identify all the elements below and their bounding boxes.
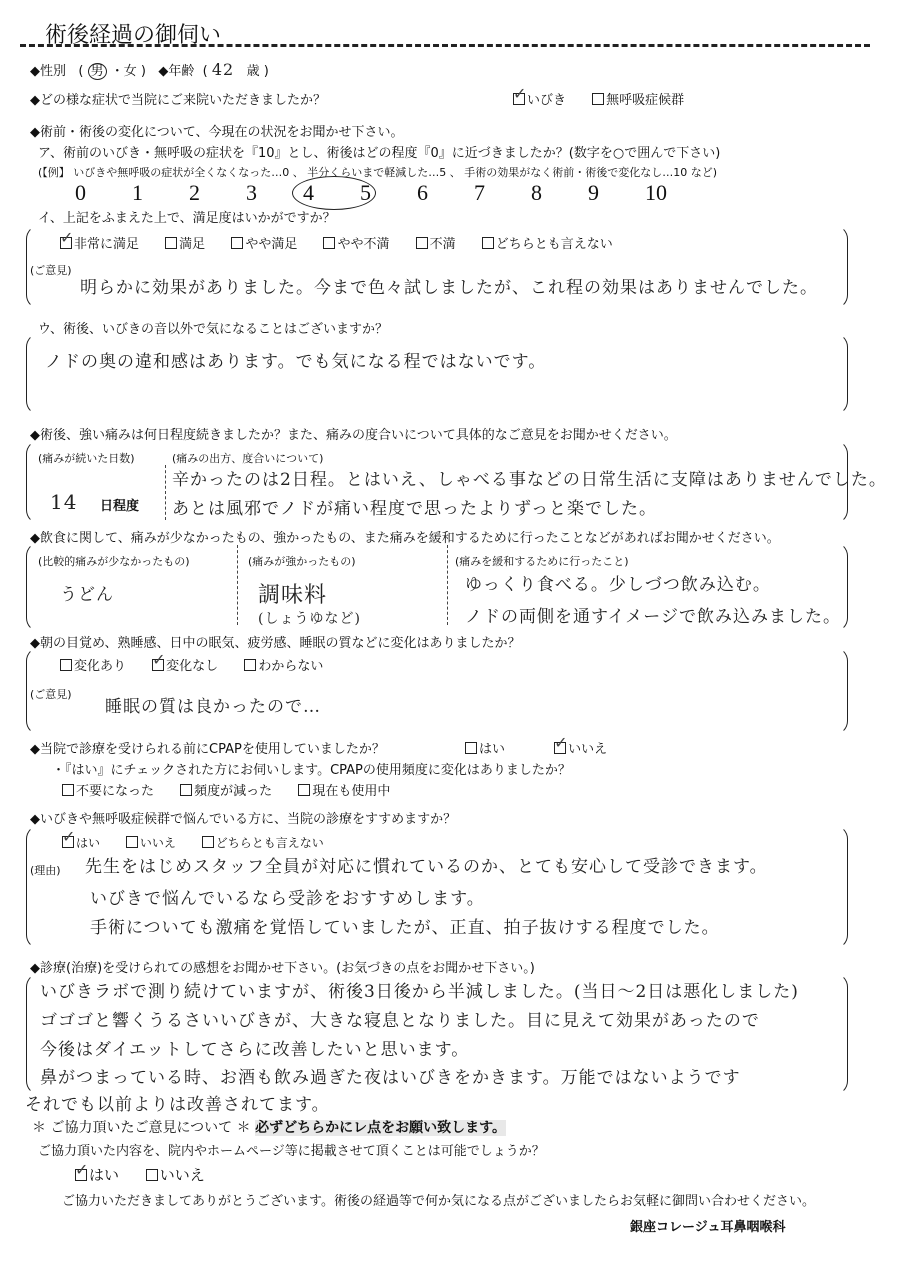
scale-number-0[interactable]: 0 xyxy=(75,180,86,205)
impression-line[interactable]: ゴゴゴと響くうるさいいびきが、大きな寝息となりました。目に見えて効果があったので xyxy=(40,1011,760,1031)
profile-row: ◆性別 ( 男 ・女 ) ◆年齢 ( 42 歳 ) xyxy=(30,60,269,79)
days-value[interactable]: 14 xyxy=(50,490,78,514)
checkbox-dissatisfied[interactable]: 不満 xyxy=(416,237,456,252)
checkbox-cpap-yes[interactable]: はい xyxy=(465,742,505,757)
consent-notice: 必ずどちらかにレ点をお願い致します。 xyxy=(255,1120,506,1136)
pain-detail-line[interactable]: あとは風邪でノドが痛い程度で思ったよりずっと楽でした。 xyxy=(172,499,657,519)
sex-option-female[interactable]: 女 xyxy=(123,64,137,79)
days-label: (痛みが続いた日数) xyxy=(38,452,135,465)
opinion-answer[interactable]: 明らかに効果がありました。今まで色々試しましたが、これ程の効果はありませんでした。 xyxy=(80,278,818,298)
scale-number-3[interactable]: 3 xyxy=(246,180,257,205)
reason-line[interactable]: いびきで悩んでいるなら受診をおすすめします。 xyxy=(90,889,485,909)
recommend-question: ◆いびきや無呼吸症候群で悩んでいる方に、当院の診療をすすめますか？ xyxy=(30,812,457,827)
days-unit: 日程度 xyxy=(100,499,140,514)
checkbox-apnea[interactable]: 無呼吸症候群 xyxy=(592,93,684,108)
sex-option-male[interactable]: 男 xyxy=(88,63,107,80)
less-pain-label: (比較的痛みが少なかったもの) xyxy=(38,555,190,568)
thanks-text: ご協力いただきましてありがとうございます。術後の経過等で何か気になる点がございましたらお気軽に御問い合わせください。 xyxy=(62,1194,815,1209)
checkbox-recommend-yes[interactable]: ✓はい xyxy=(62,836,100,850)
less-pain-value[interactable]: うどん xyxy=(60,585,114,605)
divider xyxy=(20,44,870,47)
consent-question: ご協力頂いた内容を、院内やホームページ等に掲載させて頂くことは可能でしょうか？ xyxy=(38,1144,545,1159)
impression-line[interactable]: 今後はダイエットしてさらに改善したいと思います。 xyxy=(40,1040,470,1060)
pain-question: ◆術後、強い痛みは何日程度続きましたか？また、痛みの度合いについて具体的なご意見をお聞かせください。 xyxy=(30,428,677,443)
strong-pain-label: (痛みが強かったもの) xyxy=(248,555,356,568)
checkbox-changed[interactable]: 変化あり xyxy=(60,659,126,674)
impression-line[interactable]: 鼻がつまっている時、お酒も飲み過ぎた夜はいびきをかきます。万能ではないようです xyxy=(40,1068,741,1088)
impression-question: ◆診療(治療)を受けられての感想をお聞かせ下さい。(お気づきの点をお聞かせ下さい。) xyxy=(30,961,535,976)
satisfaction-options xyxy=(60,233,635,252)
cpap-followup: ・『はい』にチェックされた方にお伺いします。CPAPの使用頻度に変化はありましたか？ xyxy=(52,763,571,778)
impression-line[interactable]: それでも以前よりは改善されてます。 xyxy=(25,1095,330,1115)
checkbox-somewhat-satisfied[interactable]: やや満足 xyxy=(231,237,297,252)
page-title: 術後経過の御伺い xyxy=(45,23,222,48)
relief-line[interactable]: ノドの両側を通すイメージで飲み込みました。 xyxy=(465,607,841,627)
strong-pain-value[interactable]: 調味料 xyxy=(258,583,328,608)
age-value[interactable]: 42 xyxy=(211,60,235,79)
impression-line[interactable]: いびきラボで測り続けていますが、術後3日後から半減しました。(当日〜2日は悪化しました) xyxy=(40,982,799,1002)
question-a: ア、術前のいびき・無呼吸の症状を『10』とし、術後はどの程度『0』に近づきましたか？(数字を○で囲んで下さい) xyxy=(38,146,721,161)
pain-detail-label: (痛みの出方、度合いについて) xyxy=(172,452,324,465)
sleep-opinion[interactable]: 睡眠の質は良かったので… xyxy=(105,697,321,717)
food-question: ◆飲食に関して、痛みが少なかったもの、強かったもの、また痛みを緩和するために行ったことなどがあればお聞かせください。 xyxy=(30,531,780,546)
checkbox-recommend-no[interactable]: いいえ xyxy=(126,836,176,850)
relief-line[interactable]: ゆっくり食べる。少しづつ飲み込む。 xyxy=(465,575,771,595)
scale-number-2[interactable]: 2 xyxy=(189,180,200,205)
checkbox-satisfied[interactable]: 満足 xyxy=(165,237,205,252)
divider xyxy=(447,545,448,625)
checkbox-cpap-no[interactable]: ✓ いいえ xyxy=(554,742,607,757)
checkbox-very-satisfied[interactable]: ✓非常に満足 xyxy=(60,237,139,252)
divider xyxy=(237,545,238,625)
symptoms-options xyxy=(513,89,706,108)
cpap-question: ◆当院で診療を受けられる前にCPAPを使用していましたか？ xyxy=(30,742,385,757)
relief-label: (痛みを緩和するために行ったこと) xyxy=(455,555,629,568)
question-i: イ、上記をふまえた上で、満足度はいかがですか？ xyxy=(38,211,336,226)
cpap-options xyxy=(465,738,629,757)
age-unit: 歳 xyxy=(246,64,260,79)
checkbox-consent-yes[interactable]: ✓はい xyxy=(75,1166,119,1184)
age-label: ◆年齢 xyxy=(158,64,195,79)
change-header: ◆術前・術後の変化について、今現在の状況をお聞かせ下さい。 xyxy=(30,125,404,140)
scale-number-1[interactable]: 1 xyxy=(132,180,143,205)
divider xyxy=(165,465,166,520)
checkbox-still-using[interactable]: 現在も使用中 xyxy=(298,784,390,799)
u-answer[interactable]: ノドの奥の違和感はあります。でも気になる程ではないです。 xyxy=(45,352,547,372)
symptoms-question: ◆どの様な症状で当院にご来院いただきましたか？ xyxy=(30,93,326,108)
circled-answer xyxy=(292,176,376,210)
scale-number-4[interactable]: 4 xyxy=(303,180,314,205)
pain-detail-line[interactable]: 辛かったのは2日程。とはいえ、しゃべる事などの日常生活に支障はありませんでした。 xyxy=(172,470,887,490)
scale-number-10[interactable]: 10 xyxy=(645,180,667,205)
opinion-label: (ご意見) xyxy=(30,264,72,277)
consent-heading: ＊ ご協力頂いたご意見について ＊ 必ずどちらかにレ点をお願い致します。 xyxy=(32,1120,506,1136)
reason-line[interactable]: 先生をはじめスタッフ全員が対応に慣れているのか、とても安心して受診できます。 xyxy=(85,857,768,877)
sleep-options xyxy=(60,655,345,674)
scale-number-5[interactable]: 5 xyxy=(360,180,371,205)
cpap-followup-options xyxy=(62,780,412,799)
checkbox-recommend-neither[interactable]: どちらとも言えない xyxy=(202,836,324,850)
example-text: (【例】 いびきや無呼吸の症状が全くなくなった…0 、 半分くらいまで軽減した…5 、 手術の効果がなく術前・術後で変化なし…10 など) xyxy=(38,166,718,179)
checkbox-somewhat-dissatisfied[interactable]: やや不満 xyxy=(323,237,389,252)
scale-number-7[interactable]: 7 xyxy=(474,180,485,205)
reason-line[interactable]: 手術についても激痛を覚悟していましたが、正直、拍子抜けする程度でした。 xyxy=(90,918,720,938)
strong-pain-note[interactable]: (しょうゆなど) xyxy=(258,611,361,627)
u-box xyxy=(26,333,848,415)
checkbox-not-needed[interactable]: 不要になった xyxy=(62,784,154,799)
clinic-name: 銀座コレージュ耳鼻咽喉科 xyxy=(630,1220,786,1235)
scale-number-8[interactable]: 8 xyxy=(531,180,542,205)
sex-label: ◆性別 xyxy=(30,64,66,79)
sleep-opinion-label: (ご意見) xyxy=(30,688,72,701)
recommend-options xyxy=(62,834,346,851)
question-u: ウ、術後、いびきの音以外で気になることはございますか？ xyxy=(38,322,388,337)
consent-options xyxy=(75,1164,227,1185)
checkbox-less-frequent[interactable]: 頻度が減った xyxy=(180,784,272,799)
checkbox-icon xyxy=(592,93,604,105)
sleep-question: ◆朝の目覚め、熟睡感、日中の眠気、疲労感、睡眠の質などに変化はありましたか？ xyxy=(30,636,521,651)
scale-number-6[interactable]: 6 xyxy=(417,180,428,205)
checkbox-icon xyxy=(513,93,525,105)
reason-label: (理由) xyxy=(30,864,61,877)
checkbox-snoring[interactable]: ✓ いびき xyxy=(513,93,566,108)
checkbox-consent-no[interactable]: いいえ xyxy=(146,1166,205,1184)
scale-number-9[interactable]: 9 xyxy=(588,180,599,205)
checkbox-no-change[interactable]: ✓ 変化なし xyxy=(152,659,218,674)
checkbox-unknown[interactable]: わからない xyxy=(244,659,323,674)
checkbox-neither[interactable]: どちらとも言えない xyxy=(482,237,613,252)
